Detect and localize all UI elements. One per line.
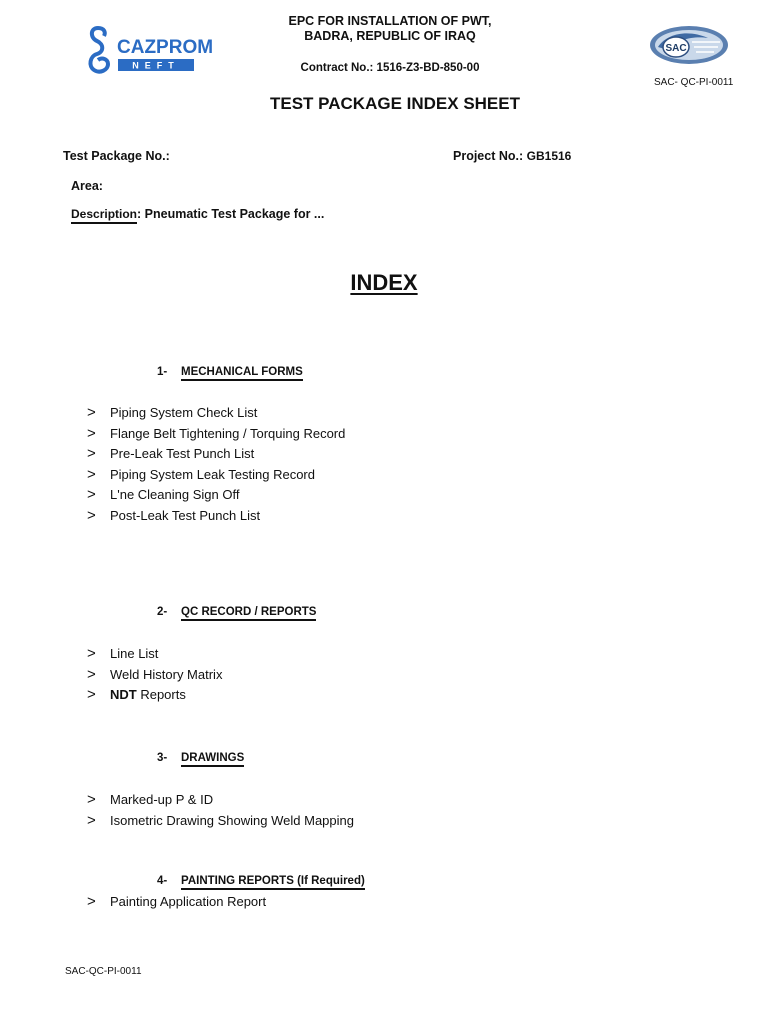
description-value: : Pneumatic Test Package for ... — [137, 207, 325, 221]
list-item — [87, 403, 345, 424]
company-logo — [84, 22, 214, 78]
section-name: DRAWINGS — [181, 752, 244, 767]
project-number-field — [453, 149, 571, 163]
section-item-list — [87, 644, 222, 706]
section-number: 3- — [157, 752, 168, 764]
area-label: Area: — [71, 179, 103, 193]
item-label: Marked-up P & ID — [110, 792, 214, 807]
list-item — [87, 424, 345, 445]
page-title: TEST PACKAGE INDEX SHEET — [270, 94, 520, 113]
section-item-list — [87, 790, 354, 831]
list-item — [87, 685, 222, 706]
description-field — [71, 207, 324, 221]
item-label: Weld History Matrix — [110, 666, 223, 682]
list-item — [87, 444, 345, 465]
client-logo — [648, 20, 730, 70]
item-label: Reports — [136, 687, 186, 702]
section-name: PAINTING REPORTS (If Required) — [181, 875, 365, 890]
description-label: Description — [71, 207, 137, 224]
section-number: 2- — [157, 606, 168, 618]
item-label: Piping System Leak Testing Record — [110, 466, 315, 482]
section-number: 4- — [157, 875, 168, 887]
item-label: Isometric Drawing Showing Weld Mapping — [110, 812, 354, 828]
index-heading: INDEX — [350, 270, 418, 295]
project-header-line1: EPC FOR INSTALLATION OF PWT, — [288, 14, 492, 28]
arrow-icon: > — [87, 686, 96, 703]
list-item — [87, 465, 345, 486]
item-label: Pre-Leak Test Punch List — [110, 446, 255, 461]
contract-number: Contract No.: 1516-Z3-BD-850-00 — [300, 62, 480, 74]
list-item — [87, 790, 354, 811]
arrow-icon: > — [87, 506, 96, 524]
item-label: Post-Leak Test Punch List — [110, 507, 261, 523]
list-item — [87, 506, 345, 527]
footer-document-code: SAC-QC-PI-0011 — [65, 966, 142, 977]
brand-subname: NEFT — [132, 60, 180, 71]
project-header-line2: BADRA, REPUBLIC OF IRAQ — [304, 29, 476, 43]
arrow-icon: > — [87, 645, 96, 662]
area-field — [71, 179, 103, 193]
list-item — [87, 644, 222, 665]
section-item-list — [87, 892, 266, 913]
arrow-icon: > — [87, 791, 96, 808]
section-name: QC RECORD / REPORTS — [181, 606, 316, 621]
section-heading — [157, 875, 365, 887]
item-label: Painting Application Report — [110, 894, 267, 909]
item-label: L'ne Cleaning Sign Off — [110, 487, 240, 502]
section-item-list — [87, 403, 345, 526]
section-heading — [157, 366, 303, 378]
project-number-value: GB1516 — [526, 149, 572, 163]
list-item — [87, 892, 266, 913]
test-package-field — [63, 149, 170, 163]
document-code: SAC- QC-PI-0011 — [654, 77, 734, 88]
list-item — [87, 665, 222, 686]
list-item — [87, 811, 354, 832]
item-label: Line List — [110, 646, 159, 661]
client-logo-text: SAC — [665, 43, 687, 54]
list-item — [87, 485, 345, 506]
arrow-icon: > — [87, 665, 96, 683]
arrow-icon: > — [87, 404, 96, 421]
brand-name: CAZPROM — [117, 37, 214, 58]
section-number: 1- — [157, 366, 168, 378]
arrow-icon: > — [87, 445, 96, 462]
section-heading — [157, 752, 244, 764]
section-name: MECHANICAL FORMS — [181, 366, 303, 381]
item-label-bold: NDT — [110, 687, 137, 702]
section-heading — [157, 606, 316, 618]
item-label: Flange Belt Tightening / Torquing Record — [110, 425, 346, 441]
item-label: Piping System Check List — [110, 405, 258, 420]
arrow-icon: > — [87, 465, 96, 483]
arrow-icon: > — [87, 811, 96, 829]
test-package-label: Test Package No.: — [63, 149, 170, 163]
arrow-icon: > — [87, 486, 96, 503]
arrow-icon: > — [87, 424, 96, 442]
project-header — [230, 14, 550, 44]
arrow-icon: > — [87, 893, 96, 910]
project-number-label: Project No.: — [453, 149, 524, 163]
